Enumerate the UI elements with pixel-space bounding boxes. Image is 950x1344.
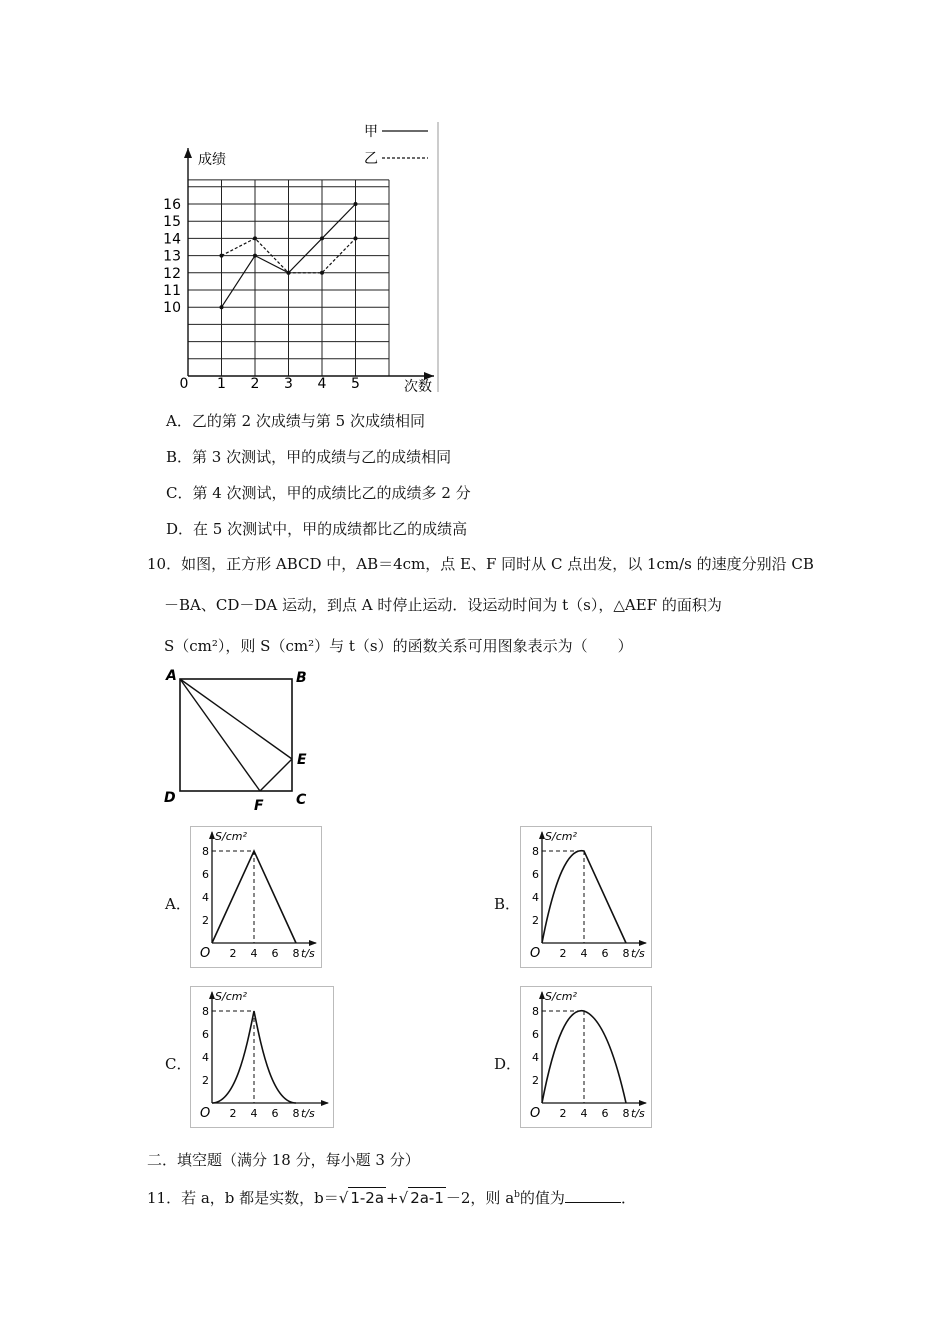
y-tick-label: 16 — [163, 197, 181, 213]
label-f: F — [254, 798, 264, 814]
x-tick-label: 8 — [292, 1107, 300, 1120]
x-axis-label: t/s — [631, 1107, 645, 1120]
x-tick-label: 2 — [229, 1107, 237, 1120]
y-tick-label: 4 — [532, 891, 539, 904]
label-b: B — [296, 670, 307, 686]
x-axis-label: t/s — [631, 947, 645, 960]
y-tick-label: 2 — [532, 1074, 539, 1087]
x-tick-label: 2 — [250, 376, 260, 392]
y-axis-label: S/cm² — [545, 990, 577, 1003]
x-axis-arrow — [639, 940, 647, 946]
q10-option-a-letter: A． — [165, 895, 191, 913]
q11-exp: b — [514, 1190, 520, 1200]
origin-label: O — [530, 1106, 541, 1121]
x-tick-label: 2 — [559, 1107, 567, 1120]
q10-text-line1: 10．如图，正方形 ABCD 中，AB＝4cm，点 E、F 同时从 C 点出发，以 1cm/s 的速度分别沿 CB — [147, 555, 814, 573]
x-tick-label: 8 — [292, 947, 300, 960]
origin-label: O — [530, 946, 541, 961]
y-tick-label: 12 — [163, 265, 181, 282]
q9-option-d: D．在 5 次测试中，甲的成绩都比乙的成绩高 — [166, 520, 468, 538]
section-2-title: 二．填空题（满分 18 分，每小题 3 分） — [147, 1151, 420, 1169]
x-tick-label: 1 — [217, 376, 226, 392]
q11-answer-blank[interactable] — [565, 1188, 621, 1203]
segment-af — [180, 679, 260, 791]
q9-option-c: C．第 4 次测试，甲的成绩比乙的成绩多 2 分 — [166, 484, 471, 502]
q11-middle: －2，则 a — [445, 1189, 515, 1207]
q9-option-a: A．乙的第 2 次成绩与第 5 次成绩相同 — [166, 412, 425, 430]
chart-labels — [163, 124, 432, 395]
square-abcd — [180, 679, 292, 791]
data-point — [354, 202, 358, 206]
q10-square-figure — [160, 664, 320, 812]
q11-prefix: 11．若 a，b 都是实数，b＝ — [147, 1189, 339, 1207]
q11-text — [147, 1185, 636, 1208]
origin-label: O — [200, 1106, 211, 1121]
data-point — [253, 236, 257, 240]
sqrt-sign-2: √ — [398, 1189, 409, 1207]
x-tick-label: 8 — [622, 1107, 630, 1120]
q10-graph-d — [520, 986, 652, 1128]
x-axis-arrow — [639, 1100, 647, 1106]
origin-label: O — [200, 946, 211, 961]
y-tick-label: 6 — [532, 868, 539, 881]
segment-ef — [260, 759, 292, 791]
x-axis-arrow — [321, 1100, 329, 1106]
y-tick-label: 4 — [202, 891, 209, 904]
q10-graph-c — [190, 986, 334, 1128]
sqrt-sign-1: √ — [338, 1189, 349, 1207]
y-tick-label: 6 — [532, 1028, 539, 1041]
y-tick-label: 6 — [202, 1028, 209, 1041]
y-axis-label: S/cm² — [545, 830, 577, 843]
y-axis-arrow — [184, 148, 192, 158]
y-tick-label: 8 — [532, 845, 539, 858]
y-tick-label: 2 — [532, 914, 539, 927]
q10-option-b-letter: B． — [494, 895, 521, 913]
label-a: A — [166, 668, 177, 684]
y-tick-label: 11 — [163, 283, 181, 299]
q11-suffix: 的值为 — [519, 1189, 565, 1207]
y-tick-label: 6 — [202, 868, 209, 881]
data-point — [320, 236, 324, 240]
q9-option-b: B．第 3 次测试，甲的成绩与乙的成绩相同 — [166, 448, 452, 466]
y-tick-label: 2 — [202, 1074, 209, 1087]
q10-graph-a — [190, 826, 322, 968]
x-tick-label: 8 — [622, 947, 630, 960]
x-tick-label: 2 — [559, 947, 567, 960]
q11-sqrt1: 1-2a — [350, 1189, 385, 1207]
q9-score-chart — [163, 118, 448, 398]
q11-end: ． — [620, 1189, 636, 1207]
x-tick-label: 4 — [580, 1107, 588, 1120]
data-point — [220, 254, 224, 258]
q10-text-line2: －BA、CD－DA 运动，到点 A 时停止运动．设运动时间为 t（s），△AEF 的面积为 — [164, 596, 722, 614]
y-tick-label: 4 — [532, 1051, 539, 1064]
y-axis-label: S/cm² — [215, 830, 247, 843]
x-tick-label: 5 — [351, 376, 360, 392]
y-tick-label: 10 — [163, 300, 181, 317]
q11-sqrt2: 2a-1 — [410, 1189, 444, 1207]
q10-text-line3: S（cm²），则 S（cm²）与 t（s）的函数关系可用图象表示为（ ） — [164, 637, 633, 655]
x-axis-label: 次数 — [404, 379, 432, 395]
x-tick-label: 4 — [580, 947, 588, 960]
y-tick-label: 8 — [202, 1005, 209, 1018]
q10-option-c-letter: C． — [165, 1055, 192, 1073]
legend-jia-label: 甲 — [364, 124, 378, 140]
x-tick-label: 4 — [317, 376, 327, 392]
q10-graph-b — [520, 826, 652, 968]
data-point — [354, 236, 358, 240]
segment-ae — [180, 679, 292, 759]
x-tick-label: 6 — [601, 1107, 609, 1120]
label-c: C — [296, 792, 307, 808]
x-tick-label: 2 — [229, 947, 237, 960]
data-point — [320, 271, 324, 275]
x-tick-label: 3 — [284, 376, 293, 392]
y-tick-label: 8 — [532, 1005, 539, 1018]
x-tick-label: 6 — [271, 947, 279, 960]
x-tick-label: 4 — [250, 947, 258, 960]
y-tick-label: 13 — [163, 248, 181, 265]
x-tick-label: 6 — [601, 947, 609, 960]
q11-plus: + — [386, 1189, 399, 1207]
x-axis-arrow — [309, 940, 317, 946]
label-d: D — [164, 790, 176, 806]
x-tick-label: 0 — [179, 376, 189, 392]
data-point — [287, 271, 291, 275]
x-tick-label: 6 — [271, 1107, 279, 1120]
x-tick-label: 4 — [250, 1107, 258, 1120]
data-point — [220, 305, 224, 309]
y-tick-label: 4 — [202, 1051, 209, 1064]
chart-grid — [188, 180, 389, 376]
x-axis-label: t/s — [301, 947, 315, 960]
y-axis-label: S/cm² — [215, 990, 247, 1003]
q10-option-d-letter: D． — [494, 1055, 522, 1073]
y-tick-label: 14 — [163, 231, 181, 248]
x-axis-label: t/s — [301, 1107, 315, 1120]
label-e: E — [297, 752, 307, 768]
y-tick-label: 2 — [202, 914, 209, 927]
y-tick-label: 15 — [163, 214, 181, 231]
legend-yi-label: 乙 — [364, 151, 378, 167]
data-point — [253, 254, 257, 258]
y-tick-label: 8 — [202, 845, 209, 858]
y-axis-label: 成绩 — [198, 152, 226, 168]
